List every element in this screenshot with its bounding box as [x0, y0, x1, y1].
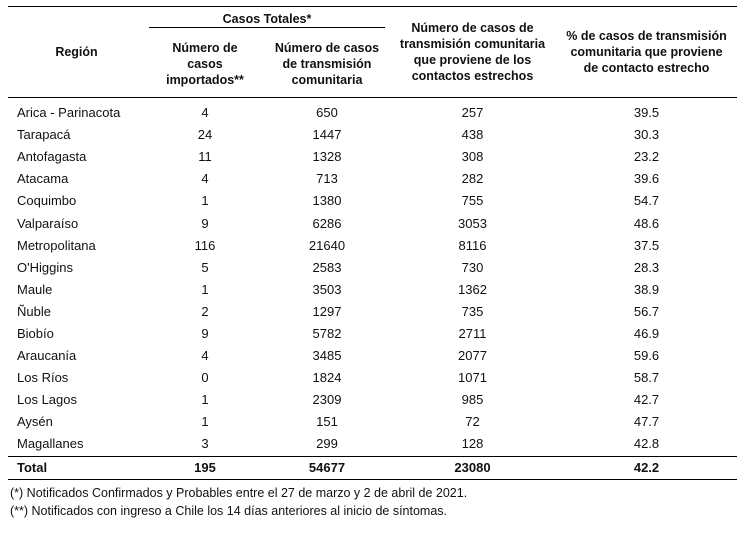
community-cell: 3485: [312, 348, 342, 364]
community-cell: 151: [316, 414, 338, 430]
pct-cell: 37.5: [633, 237, 660, 253]
imported-cell: 0: [201, 370, 209, 386]
header-community: Número de casos de transmisión comunitaria: [274, 41, 380, 87]
region-cell: O'Higgins: [17, 259, 73, 275]
close-contacts-cell: 308: [461, 149, 484, 165]
region-cell: Los Lagos: [17, 392, 77, 408]
total-pct: 42.2: [556, 456, 737, 479]
header-group-total-cases: [145, 7, 389, 32]
pct-cell: 47.7: [633, 414, 660, 430]
close-contacts-cell: 1362: [458, 281, 487, 297]
close-contacts-cell: 128: [461, 436, 484, 452]
region-cell: Coquimbo: [17, 193, 77, 209]
pct-cell: 42.7: [633, 392, 660, 408]
close-contacts-cell: 2711: [458, 325, 487, 341]
pct-cell: 30.3: [633, 127, 660, 143]
header-group-label: Casos Totales*: [149, 11, 385, 28]
pct-cell: 46.9: [633, 325, 660, 341]
imported-cell: 3: [201, 436, 209, 452]
table-row: [8, 146, 737, 168]
imported-cell: 4: [201, 105, 209, 121]
close-contacts-cell: 755: [461, 193, 484, 209]
region-cell: Arica - Parinacota: [17, 105, 121, 121]
pct-cell: 42.8: [633, 436, 660, 452]
close-contacts-cell: 72: [465, 414, 480, 430]
pct-cell: 39.5: [633, 105, 660, 121]
total-community: 54677: [265, 456, 389, 479]
imported-cell: 4: [201, 171, 209, 187]
close-contacts-cell: 735: [461, 303, 484, 319]
table-row: [8, 345, 737, 367]
header-close-contacts: Número de casos de transmisión comunitaria que proviene de los contactos estrechos: [389, 7, 556, 98]
total-row: [8, 456, 737, 479]
table-row: [8, 389, 737, 411]
cases-table-container: [8, 6, 737, 520]
community-cell: 2309: [312, 392, 342, 408]
pct-cell: 38.9: [633, 281, 660, 297]
community-cell: 1328: [312, 149, 342, 165]
table-row: [8, 301, 737, 323]
region-cell: Los Ríos: [17, 370, 69, 386]
table-row: [8, 279, 737, 301]
imported-cell: 11: [198, 149, 212, 165]
imported-cell: 2: [201, 303, 209, 319]
region-cell: Aysén: [17, 414, 53, 430]
imported-cell: 1: [201, 414, 209, 430]
pct-cell: 39.6: [633, 171, 660, 187]
pct-cell: 48.6: [633, 215, 660, 231]
pct-cell: 28.3: [633, 259, 660, 275]
close-contacts-cell: 2077: [458, 348, 487, 364]
imported-cell: 4: [201, 348, 209, 364]
table-row: [8, 98, 737, 125]
imported-cell: 116: [194, 237, 216, 253]
imported-cell: 9: [201, 215, 209, 231]
close-contacts-cell: 8116: [458, 237, 487, 253]
community-cell: 299: [316, 436, 338, 452]
header-imported: Número de casos importados**: [166, 41, 244, 87]
community-cell: 3503: [312, 281, 342, 297]
region-cell: Antofagasta: [17, 149, 87, 165]
footnote-imported: (**) Notificados con ingreso a Chile los 14 días anteriores al inicio de síntomas.: [10, 503, 448, 518]
close-contacts-cell: 1071: [458, 370, 487, 386]
pct-cell: 23.2: [633, 149, 660, 165]
community-cell: 6286: [312, 215, 342, 231]
table-header: [8, 7, 737, 98]
header-pct-close-contact: % de casos de transmisión comunitaria que proviene de contacto estrecho: [556, 7, 737, 98]
region-cell: Valparaíso: [17, 215, 79, 231]
footnote-confirmed: (*) Notificados Confirmados y Probables entre el 27 de marzo y 2 de abril de 2021.: [10, 485, 468, 500]
community-cell: 2583: [312, 259, 342, 275]
region-cell: Araucanía: [17, 348, 77, 364]
close-contacts-cell: 3053: [458, 215, 487, 231]
table-row: [8, 168, 737, 190]
table-row: [8, 411, 737, 433]
imported-cell: 9: [201, 325, 209, 341]
community-cell: 713: [316, 171, 338, 187]
community-cell: 1380: [312, 193, 342, 209]
table-row: [8, 257, 737, 279]
region-cell: Atacama: [17, 171, 69, 187]
pct-cell: 58.7: [633, 370, 660, 386]
region-cell: Tarapacá: [17, 127, 71, 143]
total-imported: 195: [145, 456, 265, 479]
community-cell: 1447: [312, 127, 342, 143]
header-region: Región: [8, 7, 145, 98]
imported-cell: 1: [201, 281, 209, 297]
region-cell: Maule: [17, 281, 53, 297]
table-row: [8, 323, 737, 345]
community-cell: 5782: [312, 325, 342, 341]
table-row: [8, 212, 737, 234]
community-cell: 1824: [312, 370, 342, 386]
table-row: [8, 367, 737, 389]
table-row: [8, 433, 737, 456]
community-cell: 1297: [312, 303, 342, 319]
total-label: Total: [8, 456, 145, 479]
imported-cell: 1: [201, 392, 209, 408]
community-cell: 21640: [308, 237, 346, 253]
community-cell: 650: [316, 105, 338, 121]
cases-by-region-table: [8, 6, 737, 480]
table-row: [8, 190, 737, 212]
table-row: [8, 235, 737, 257]
pct-cell: 59.6: [633, 348, 660, 364]
table-row: [8, 124, 737, 146]
region-cell: Metropolitana: [17, 237, 96, 253]
region-cell: Ñuble: [17, 303, 51, 319]
region-cell: Magallanes: [17, 436, 84, 452]
imported-cell: 5: [201, 259, 209, 275]
close-contacts-cell: 257: [461, 105, 484, 121]
imported-cell: 24: [197, 127, 213, 143]
footnotes: [8, 484, 737, 520]
table-body: [8, 98, 737, 457]
pct-cell: 54.7: [633, 193, 660, 209]
close-contacts-cell: 730: [461, 259, 484, 275]
imported-cell: 1: [201, 193, 209, 209]
close-contacts-cell: 438: [461, 127, 484, 143]
total-close-contacts: 23080: [389, 456, 556, 479]
region-cell: Biobío: [17, 325, 54, 341]
pct-cell: 56.7: [633, 303, 660, 319]
close-contacts-cell: 282: [461, 171, 484, 187]
close-contacts-cell: 985: [461, 392, 484, 408]
